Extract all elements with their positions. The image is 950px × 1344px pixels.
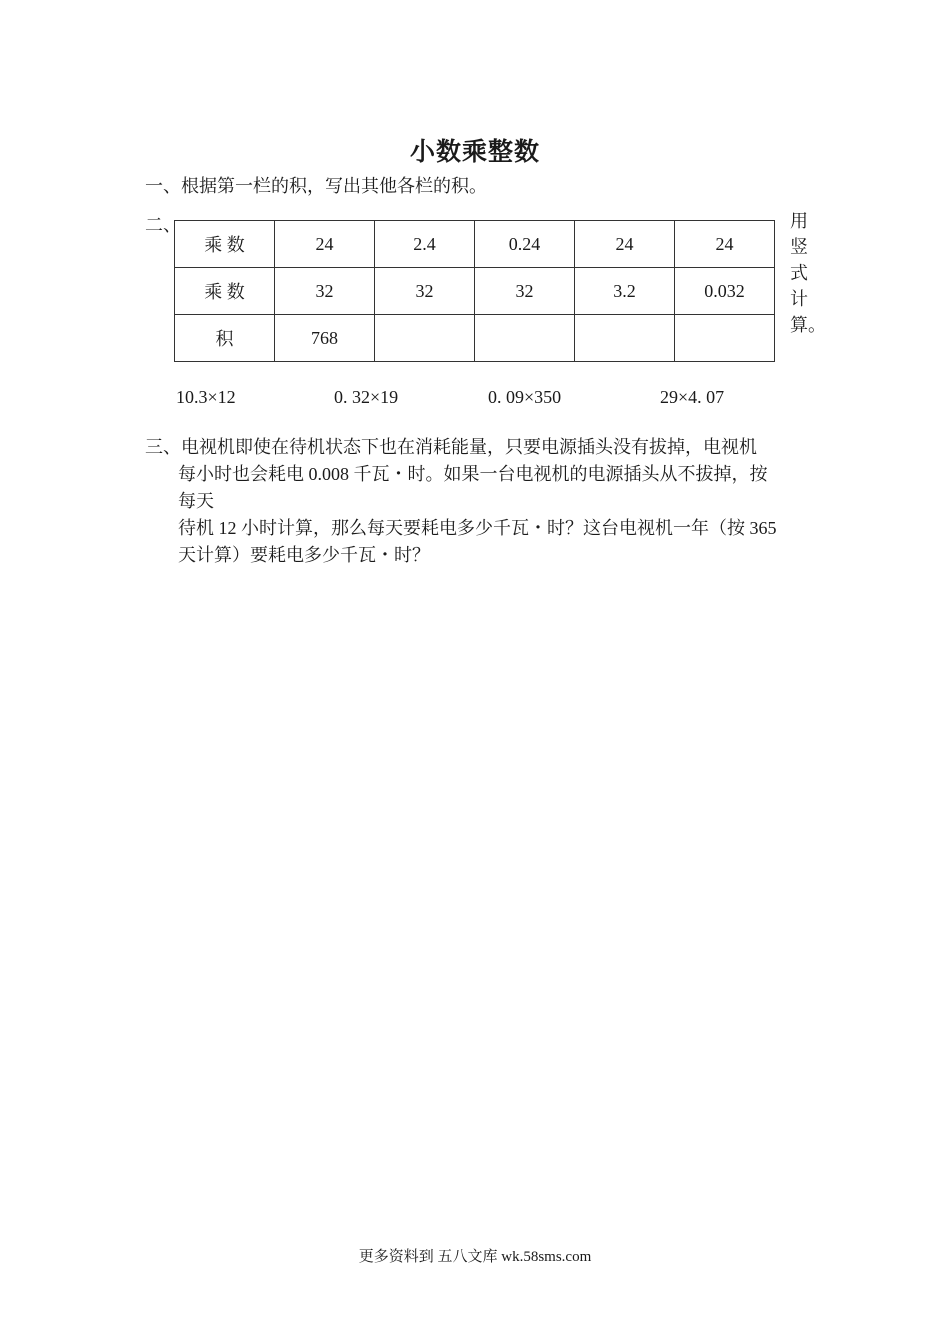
- table-cell: 24: [575, 221, 675, 268]
- table-cell: 3.2: [575, 268, 675, 315]
- calculation-4: 29×4. 07: [660, 387, 725, 407]
- table-cell: 0.032: [675, 268, 775, 315]
- table-row: [175, 268, 775, 315]
- calculation-1: 10.3×12: [176, 387, 236, 407]
- vertical-char: 竖: [790, 237, 808, 257]
- question-3: [145, 434, 825, 569]
- question-3-line: 天计算）要耗电多少千瓦・时？: [178, 545, 430, 565]
- answer-cell[interactable]: [575, 315, 675, 362]
- table-cell: 2.4: [375, 221, 475, 268]
- table-cell: 24: [275, 221, 375, 268]
- answer-cell[interactable]: [375, 315, 475, 362]
- answer-cell[interactable]: [475, 315, 575, 362]
- question-3-line: 待机 12 小时计算，那么每天要耗电多少千瓦・时？这台电视机一年（按 365: [178, 518, 777, 538]
- table-cell: 乘 数: [175, 221, 275, 268]
- vertical-char: 式: [790, 263, 808, 283]
- table-row: [175, 221, 775, 268]
- calculation-3: 0. 09×350: [488, 387, 562, 407]
- question-3-line: 每天: [178, 491, 214, 511]
- question-2-label: 二、: [145, 215, 181, 235]
- product-table: [174, 220, 775, 362]
- answer-cell[interactable]: [675, 315, 775, 362]
- vertical-char: 算。: [790, 315, 826, 335]
- table-cell: 24: [675, 221, 775, 268]
- table-cell: 积: [175, 315, 275, 362]
- table-cell: 32: [275, 268, 375, 315]
- question-1-text: 一、根据第一栏的积，写出其他各栏的积。: [145, 176, 487, 196]
- question-3-line: 三、电视机即使在待机状态下也在消耗能量，只要电源插头没有拔掉，电视机: [145, 437, 757, 457]
- question-3-line: 每小时也会耗电 0.008 千瓦・时。如果一台电视机的电源插头从不拔掉，按: [178, 464, 768, 484]
- table-cell: 32: [375, 268, 475, 315]
- vertical-char: 用: [790, 211, 808, 231]
- table-cell: 0.24: [475, 221, 575, 268]
- page-title: 小数乘整数: [409, 139, 540, 166]
- table-cell: 768: [275, 315, 375, 362]
- footer-link[interactable]: 更多资料到 五八文库 wk.58sms.com: [358, 1249, 592, 1265]
- vertical-char: 计: [790, 289, 808, 309]
- vertical-instruction: [790, 208, 830, 338]
- table-cell: 乘 数: [175, 268, 275, 315]
- table-row: [175, 315, 775, 362]
- table-cell: 32: [475, 268, 575, 315]
- calculation-2: 0. 32×19: [334, 387, 399, 407]
